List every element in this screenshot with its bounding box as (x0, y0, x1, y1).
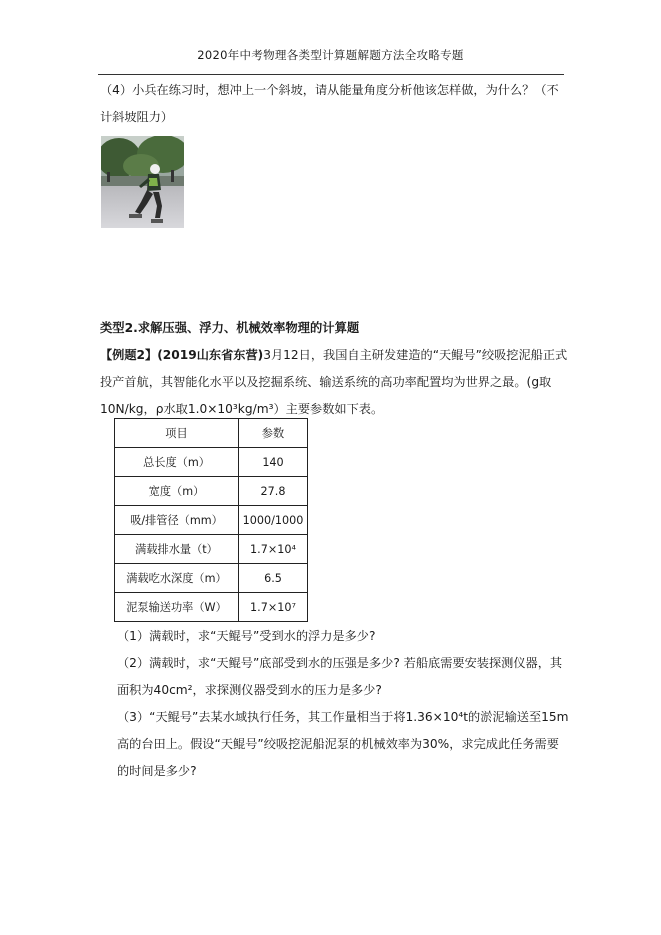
table-header-cell: 项目 (115, 419, 239, 448)
table-cell: 27.8 (239, 477, 308, 506)
subquestion-1: （1）满载时，求“天鲲号”受到水的浮力是多少? (117, 629, 376, 643)
table-cell: 6.5 (239, 564, 308, 593)
skater-image (101, 136, 184, 228)
page-header: 2020年中考物理各类型计算题解题方法全攻略专题 (197, 48, 464, 62)
example-label: 【例题2】 (100, 348, 158, 362)
table-cell: 总长度（m） (115, 448, 239, 477)
table-cell: 泥泵输送功率（W） (115, 593, 239, 622)
section-title: 类型2.求解压强、浮力、机械效率物理的计算题 (100, 321, 360, 335)
table-row (115, 448, 308, 477)
table-cell: 140 (239, 448, 308, 477)
table-row (115, 506, 308, 535)
table-header-cell: 参数 (239, 419, 308, 448)
table-cell: 1000/1000 (239, 506, 308, 535)
subquestion-3: （3）“天鲲号”去某水域执行任务，其工作量相当于将1.36×10⁴t的淤泥输送至15m高的台田上。假设“天鲲号”绞吸挖泥船泥泵的机械效率为30%，求完成此任务需要的时间是多少? (117, 710, 569, 778)
table-header-row (115, 419, 308, 448)
table-row (115, 593, 308, 622)
example-source: (2019山东省东营) (157, 348, 264, 362)
table-row (115, 535, 308, 564)
example-body: 3月12日，我国自主研发建造的“天鲲号”绞吸挖泥船正式投产首航，其智能化水平以及挖掘系统、输送系统的高功率配置均为世界之最。(g取10N/kg，ρ水取1.0×10³kg/m³）主要参数如下表。 (100, 348, 568, 416)
table-cell: 宽度（m） (115, 477, 239, 506)
table-cell: 1.7×10⁴ (239, 535, 308, 564)
table-row (115, 564, 308, 593)
example-2 (100, 342, 568, 423)
table-row (115, 477, 308, 506)
parameters-table (114, 418, 308, 622)
subquestions (115, 623, 570, 785)
table-cell: 满载吃水深度（m） (115, 564, 239, 593)
table-cell: 满载排水量（t） (115, 535, 239, 564)
subquestion-2: （2）满载时，求“天鲲号”底部受到水的压强是多少? 若船底需要安装探测仪器，其面积为40cm²，求探测仪器受到水的压力是多少? (117, 656, 563, 697)
table-cell: 1.7×10⁷ (239, 593, 308, 622)
table-cell: 吸/排管径（mm） (115, 506, 239, 535)
header-divider (98, 74, 564, 75)
skater-photo (101, 136, 184, 228)
question-4: （4）小兵在练习时，想冲上一个斜坡，请从能量角度分析他该怎样做，为什么？（不计斜坡阻力） (100, 83, 559, 124)
